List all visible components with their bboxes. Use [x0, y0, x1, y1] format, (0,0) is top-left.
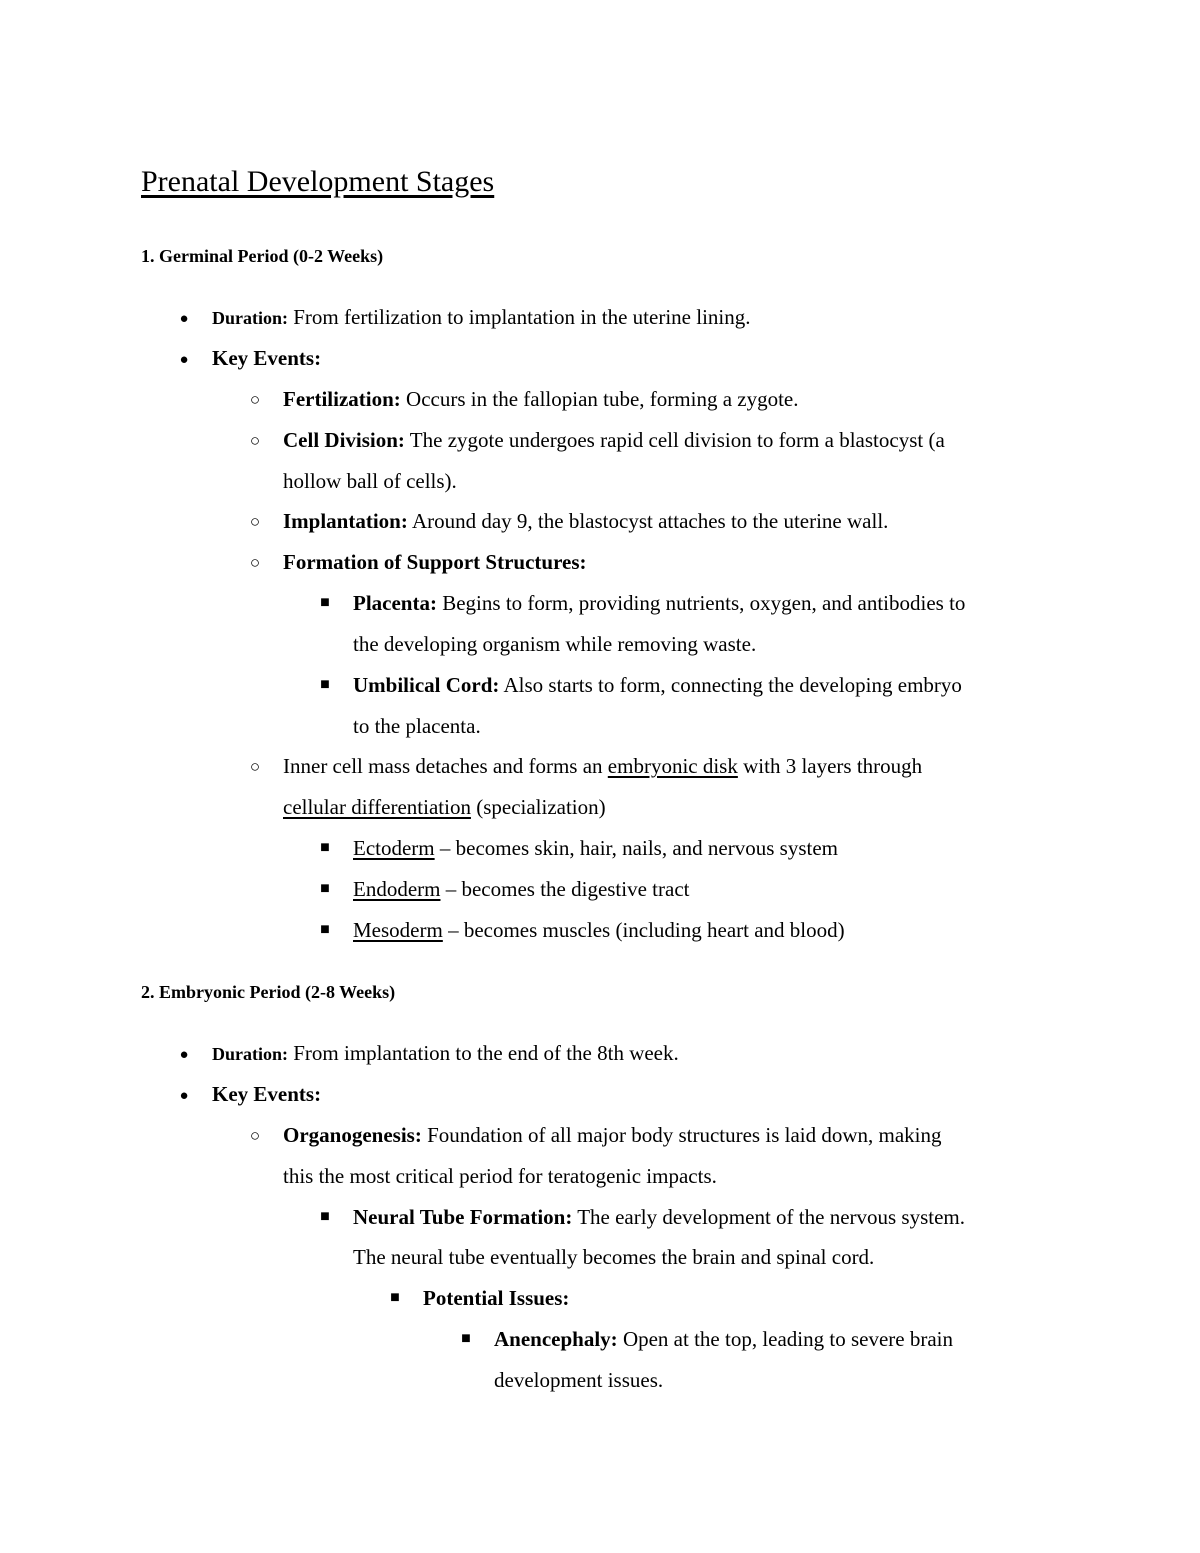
- support-structures-label: Formation of Support Structures:: [283, 550, 587, 574]
- duration-text: From implantation to the end of the 8th week.: [288, 1041, 679, 1065]
- placenta-text: Begins to form, providing nutrients, oxygen, and antibodies to: [436, 591, 966, 615]
- key-events-label: Key Events:: [212, 346, 322, 370]
- potential-issues-label: Potential Issues:: [423, 1286, 570, 1310]
- list-item-duration-2: [212, 1040, 679, 1067]
- duration-label: Duration:: [212, 308, 288, 328]
- cell-division-text-continued: hollow ball of cells).: [283, 469, 457, 493]
- section-heading-germinal: 1. Germinal Period (0-2 Weeks): [141, 246, 384, 266]
- disc-bullet-icon: ●: [179, 352, 189, 368]
- circle-bullet-icon: ○: [249, 512, 261, 531]
- umbilical-cord-label: Umbilical Cord:: [353, 673, 500, 697]
- neural-tube-text-continued: The neural tube eventually becomes the brain and spinal cord.: [353, 1245, 875, 1269]
- fertilization-label: Fertilization:: [283, 387, 401, 411]
- list-item-mesoderm: [353, 917, 845, 943]
- embryonic-disk-term: embryonic disk: [607, 754, 738, 778]
- neural-tube-label: Neural Tube Formation:: [353, 1205, 573, 1229]
- list-item-key-events: [212, 345, 321, 371]
- circle-bullet-icon: ○: [249, 390, 261, 409]
- mesoderm-text: – becomes muscles (including heart and blood): [442, 918, 845, 942]
- circle-bullet-icon: ○: [249, 431, 261, 450]
- umbilical-cord-text-continued: to the placenta.: [353, 714, 481, 738]
- list-item-duration: [212, 304, 751, 331]
- list-item-support-structures: [283, 549, 587, 575]
- section-heading-embryonic: 2. Embryonic Period (2-8 Weeks): [141, 982, 396, 1002]
- list-item-organogenesis: [283, 1122, 942, 1148]
- duration-label: Duration:: [212, 1044, 288, 1064]
- duration-text: From fertilization to implantation in the uterine lining.: [288, 305, 751, 329]
- ectoderm-text: – becomes skin, hair, nails, and nervous system: [434, 836, 838, 860]
- placenta-label: Placenta:: [353, 591, 437, 615]
- list-item-fertilization: [283, 386, 799, 412]
- page-title: Prenatal Development Stages: [141, 165, 495, 198]
- list-item-implantation: [283, 508, 888, 534]
- square-bullet-icon: ■: [320, 1208, 330, 1225]
- disc-bullet-icon: ●: [179, 311, 189, 327]
- list-item-neural-tube: [353, 1204, 965, 1230]
- organogenesis-text-continued: this the most critical period for teratogenic impacts.: [283, 1164, 717, 1188]
- square-bullet-icon: ■: [320, 880, 330, 897]
- list-item-anencephaly: [494, 1326, 953, 1352]
- circle-bullet-icon: ○: [249, 757, 261, 776]
- mesoderm-term: Mesoderm: [353, 918, 443, 942]
- anencephaly-label: Anencephaly:: [494, 1327, 618, 1351]
- inner-cell-mass-continued: [283, 794, 606, 820]
- specialization-text: (specialization): [470, 795, 606, 819]
- list-item-endoderm: [353, 876, 689, 902]
- list-item-cell-division: [283, 427, 945, 453]
- inner-cell-text-after: with 3 layers through: [737, 754, 923, 778]
- list-item-key-events-2: [212, 1081, 321, 1107]
- disc-bullet-icon: ●: [179, 1088, 189, 1104]
- square-bullet-icon: ■: [461, 1330, 471, 1347]
- implantation-text: Around day 9, the blastocyst attaches to the uterine wall.: [407, 509, 889, 533]
- anencephaly-text-continued: development issues.: [494, 1368, 664, 1392]
- cellular-differentiation-term: cellular differentiation: [283, 795, 471, 819]
- list-item-ectoderm: [353, 835, 838, 861]
- disc-bullet-icon: ●: [179, 1047, 189, 1063]
- fertilization-text: Occurs in the fallopian tube, forming a zygote.: [400, 387, 799, 411]
- anencephaly-text: Open at the top, leading to severe brain: [617, 1327, 953, 1351]
- key-events-label: Key Events:: [212, 1082, 322, 1106]
- implantation-label: Implantation:: [283, 509, 408, 533]
- ectoderm-term: Ectoderm: [353, 836, 435, 860]
- square-bullet-icon: ■: [390, 1289, 400, 1306]
- cell-division-text: The zygote undergoes rapid cell division to form a blastocyst (a: [404, 428, 945, 452]
- square-bullet-icon: ■: [320, 921, 330, 938]
- cell-division-label: Cell Division:: [283, 428, 405, 452]
- square-bullet-icon: ■: [320, 839, 330, 856]
- inner-cell-text: Inner cell mass detaches and forms an: [283, 754, 608, 778]
- endoderm-text: – becomes the digestive tract: [440, 877, 690, 901]
- organogenesis-label: Organogenesis:: [283, 1123, 422, 1147]
- neural-tube-text: The early development of the nervous system.: [572, 1205, 966, 1229]
- placenta-text-continued: the developing organism while removing waste.: [353, 632, 757, 656]
- list-item-potential-issues: [423, 1285, 569, 1311]
- umbilical-cord-text: Also starts to form, connecting the developing embryo: [499, 673, 962, 697]
- organogenesis-text: Foundation of all major body structures is laid down, making: [421, 1123, 942, 1147]
- circle-bullet-icon: ○: [249, 1126, 261, 1145]
- endoderm-term: Endoderm: [353, 877, 441, 901]
- list-item-umbilical-cord: [353, 672, 962, 698]
- list-item-placenta: [353, 590, 965, 616]
- list-item-inner-cell-mass: [283, 753, 922, 779]
- circle-bullet-icon: ○: [249, 553, 261, 572]
- square-bullet-icon: ■: [320, 594, 330, 611]
- square-bullet-icon: ■: [320, 676, 330, 693]
